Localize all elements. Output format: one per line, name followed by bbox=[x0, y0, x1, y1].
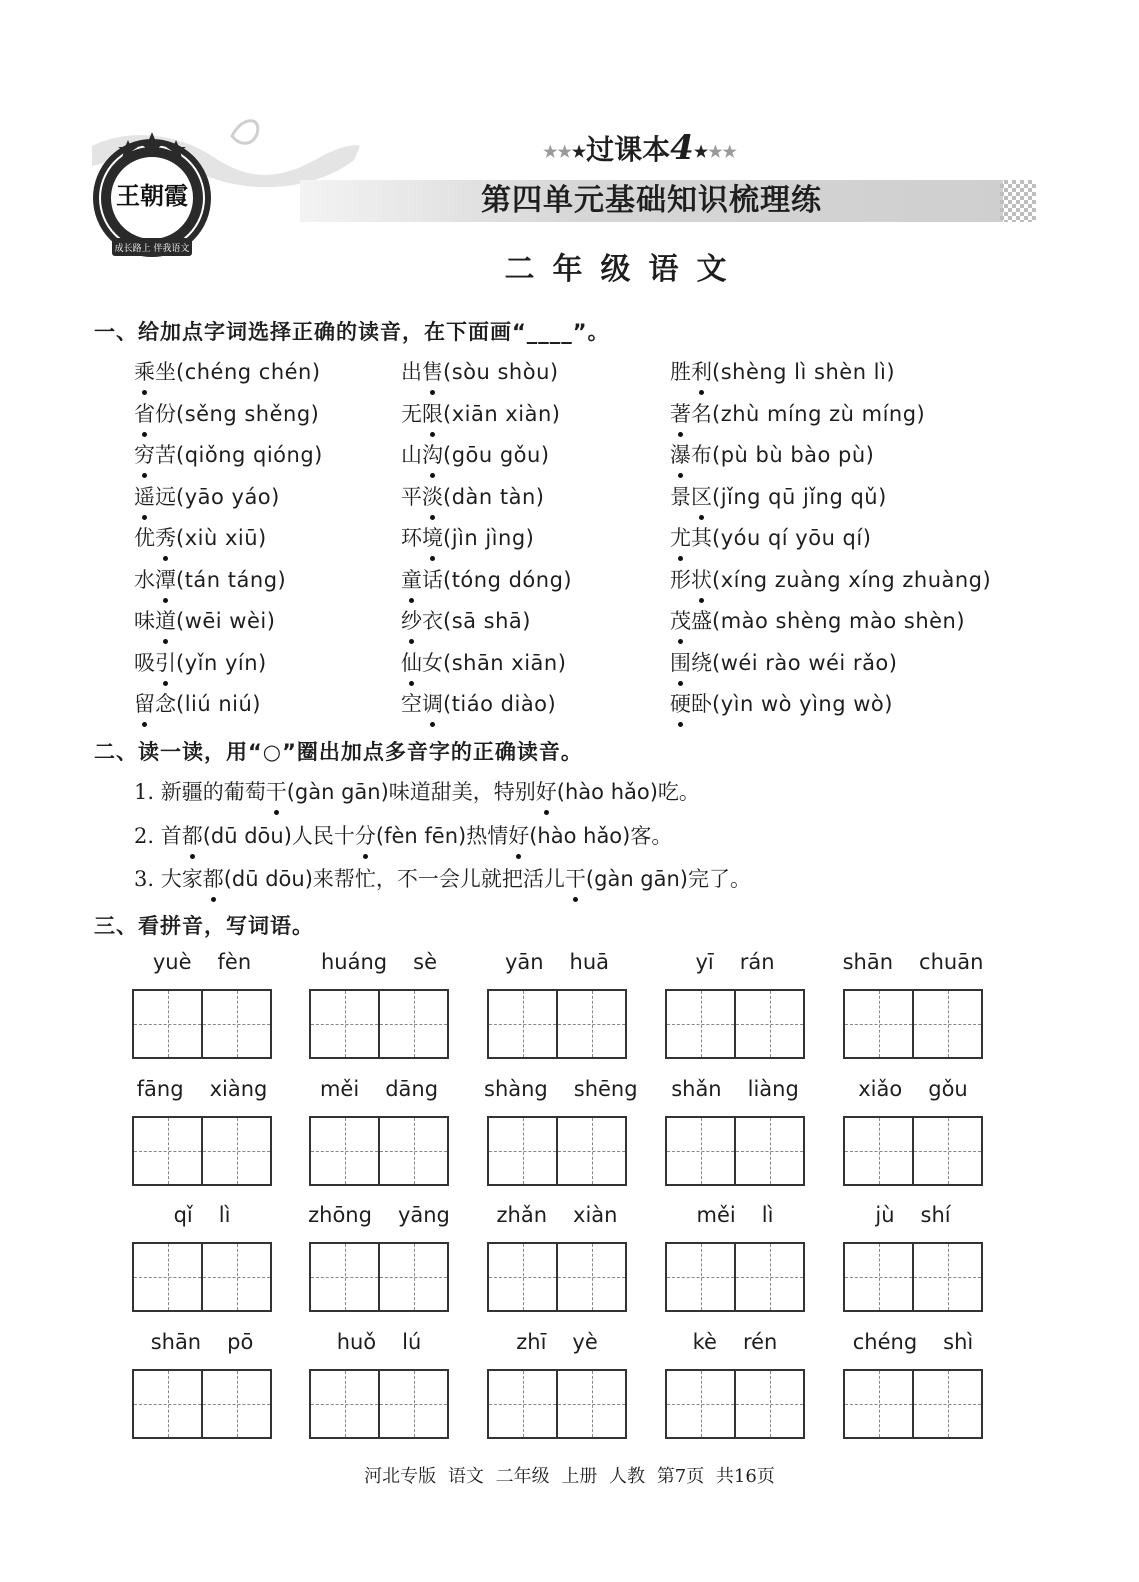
writing-grid[interactable] bbox=[843, 1369, 983, 1439]
word-item bbox=[670, 439, 874, 469]
sentence-text: 客。 bbox=[630, 823, 673, 848]
writing-cell[interactable] bbox=[912, 1371, 981, 1437]
pinyin-syllable: yī bbox=[695, 950, 714, 974]
pinyin-syllable: chéng bbox=[852, 1329, 918, 1354]
dotted-char: 道 bbox=[155, 605, 176, 635]
writing-cell[interactable] bbox=[912, 991, 981, 1057]
pinyin-options[interactable]: (dū dōu) bbox=[202, 823, 292, 848]
word-item bbox=[670, 605, 965, 635]
pinyin-syllable: shì bbox=[943, 1329, 974, 1354]
sentence-text: 3. 大家 bbox=[134, 867, 203, 891]
banner-pattern bbox=[1000, 180, 1036, 222]
pinyin-label bbox=[129, 1077, 275, 1101]
dotted-char: 干 bbox=[266, 776, 287, 806]
writing-cell[interactable] bbox=[734, 1118, 803, 1184]
pinyin-syllable: chuān bbox=[919, 950, 984, 974]
writing-grid[interactable] bbox=[132, 989, 272, 1059]
word-item bbox=[134, 564, 286, 594]
writing-grid[interactable] bbox=[487, 1242, 627, 1312]
dotted-char: 利 bbox=[691, 356, 712, 386]
sentence-text: 2. 首 bbox=[134, 823, 182, 848]
word-item bbox=[134, 439, 323, 469]
pinyin-label bbox=[484, 1330, 630, 1354]
writing-grid[interactable] bbox=[309, 1369, 449, 1439]
pinyin-label bbox=[484, 1203, 630, 1227]
dotted-char: 干 bbox=[565, 863, 586, 893]
pinyin-syllable: pō bbox=[227, 1329, 254, 1354]
course-label: ★★★过课本4★★★ bbox=[543, 128, 737, 168]
star-icon: ★ bbox=[571, 142, 587, 161]
word-char: 盛 bbox=[691, 609, 712, 633]
pinyin-options: (wéi rào wéi rǎo) bbox=[712, 650, 898, 675]
writing-grid[interactable] bbox=[132, 1242, 272, 1312]
pinyin-options[interactable]: (gàn gān) bbox=[585, 867, 688, 891]
writing-cell[interactable] bbox=[378, 1118, 447, 1184]
pinyin-syllable: shàng bbox=[484, 1076, 548, 1101]
word-char: 水 bbox=[134, 567, 155, 592]
page-footer: 河北专版 语文 二年级 上册 人教 第7页 共16页 bbox=[364, 1466, 775, 1487]
pinyin-options: (shèng lì shèn lì) bbox=[712, 360, 896, 384]
pinyin-options: (xíng zuàng xíng zhuàng) bbox=[712, 567, 992, 592]
dotted-char: 好 bbox=[508, 820, 529, 850]
pinyin-options: (sěng shěng) bbox=[176, 401, 320, 426]
dotted-char: 省 bbox=[134, 398, 155, 428]
pinyin-label bbox=[662, 1330, 808, 1354]
dotted-char: 遥 bbox=[134, 481, 155, 511]
pinyin-options: (shān xiān) bbox=[443, 650, 567, 675]
word-char: 绕 bbox=[691, 650, 712, 675]
writing-cell[interactable] bbox=[489, 1371, 556, 1437]
pinyin-label bbox=[840, 1330, 986, 1354]
pinyin-syllable: yān bbox=[504, 950, 544, 974]
pinyin-label bbox=[840, 1077, 986, 1101]
pinyin-label bbox=[484, 950, 630, 974]
pinyin-syllable: huā bbox=[569, 950, 610, 974]
pinyin-syllable: dāng bbox=[385, 1076, 439, 1101]
word-char: 女 bbox=[422, 650, 443, 675]
dotted-char: 围 bbox=[670, 647, 691, 677]
word-item bbox=[134, 522, 267, 552]
word-item bbox=[401, 356, 559, 386]
section-2-title: 二、读一读，用“○”圈出加点多音字的正确读音。 bbox=[94, 740, 583, 764]
word-char: 出 bbox=[401, 360, 422, 384]
writing-cell[interactable] bbox=[667, 991, 734, 1057]
writing-cell[interactable] bbox=[845, 1244, 912, 1310]
dotted-char: 沟 bbox=[422, 439, 443, 469]
pinyin-options: (tán táng) bbox=[176, 567, 287, 592]
dotted-char: 境 bbox=[422, 522, 443, 552]
pinyin-options[interactable]: (hào hǎo) bbox=[529, 823, 631, 848]
word-char: 份 bbox=[155, 401, 176, 426]
pinyin-syllable: shān bbox=[150, 1329, 202, 1354]
word-char: 其 bbox=[691, 526, 712, 550]
pinyin-options: (gōu gǒu) bbox=[443, 443, 550, 467]
pinyin-label bbox=[129, 1330, 275, 1354]
star-icon: ★★ bbox=[543, 142, 572, 161]
word-item bbox=[134, 605, 275, 635]
pinyin-options[interactable]: (fèn fēn) bbox=[375, 823, 467, 848]
pinyin-syllable: rén bbox=[742, 1329, 778, 1354]
writing-cell[interactable] bbox=[311, 1371, 378, 1437]
writing-cell[interactable] bbox=[489, 1244, 556, 1310]
pinyin-syllable: fāng bbox=[136, 1076, 184, 1101]
pinyin-options[interactable]: (dū dōu) bbox=[223, 867, 313, 891]
pinyin-label bbox=[129, 950, 275, 974]
writing-cell[interactable] bbox=[311, 1244, 378, 1310]
pinyin-options: (chéng chén) bbox=[176, 360, 321, 384]
pinyin-options: (yóu qí yōu qí) bbox=[712, 526, 872, 550]
dotted-char: 售 bbox=[422, 356, 443, 386]
pinyin-syllable: xiàng bbox=[209, 1076, 268, 1101]
writing-cell[interactable] bbox=[378, 1244, 447, 1310]
dotted-char: 硬 bbox=[670, 688, 691, 718]
star-icon: ★★ bbox=[708, 142, 737, 161]
pinyin-syllable: měi bbox=[696, 1203, 736, 1227]
writing-grid[interactable] bbox=[665, 1242, 805, 1312]
dotted-char: 引 bbox=[155, 647, 176, 677]
pinyin-options: (sā shā) bbox=[443, 609, 531, 633]
pinyin-label bbox=[662, 950, 808, 974]
pinyin-syllable: yè bbox=[572, 1329, 598, 1354]
dotted-char: 状 bbox=[691, 564, 712, 594]
writing-grid[interactable] bbox=[309, 1242, 449, 1312]
pinyin-syllable: yuè bbox=[152, 950, 192, 974]
writing-cell[interactable] bbox=[201, 1118, 270, 1184]
writing-cell[interactable] bbox=[134, 1244, 201, 1310]
word-char: 名 bbox=[691, 401, 712, 426]
pinyin-options: (tiáo diào) bbox=[443, 692, 557, 716]
word-item bbox=[401, 688, 556, 718]
word-char: 平 bbox=[401, 484, 422, 509]
dotted-char: 仙 bbox=[401, 647, 422, 677]
writing-cell[interactable] bbox=[311, 1118, 378, 1184]
sentence-text: 热情 bbox=[466, 823, 509, 848]
pinyin-syllable: shí bbox=[920, 1203, 951, 1227]
word-item bbox=[401, 522, 534, 552]
writing-grid[interactable] bbox=[843, 1116, 983, 1186]
word-item bbox=[670, 522, 871, 552]
word-item bbox=[134, 481, 280, 511]
writing-cell[interactable] bbox=[489, 1118, 556, 1184]
writing-cell[interactable] bbox=[201, 1371, 270, 1437]
dotted-char: 都 bbox=[203, 863, 224, 893]
dotted-char: 限 bbox=[422, 398, 443, 428]
sentence bbox=[134, 820, 672, 850]
pinyin-syllable: lì bbox=[218, 1203, 231, 1227]
pinyin-label bbox=[306, 950, 452, 974]
pinyin-syllable: shān bbox=[842, 950, 894, 974]
writing-cell[interactable] bbox=[734, 1244, 803, 1310]
word-char: 话 bbox=[422, 567, 443, 592]
writing-cell[interactable] bbox=[134, 991, 201, 1057]
dotted-char: 秀 bbox=[155, 522, 176, 552]
unit-title: 第四单元基础知识梳理练 bbox=[481, 183, 822, 218]
writing-cell[interactable] bbox=[912, 1118, 981, 1184]
pinyin-label bbox=[484, 1076, 638, 1101]
pinyin-options: (jǐng qū jǐng qǔ) bbox=[712, 484, 887, 509]
dotted-char: 纱 bbox=[401, 605, 422, 635]
word-char: 空 bbox=[401, 692, 422, 716]
writing-cell[interactable] bbox=[311, 991, 378, 1057]
word-char: 山 bbox=[401, 443, 422, 467]
pinyin-syllable: zhǎn bbox=[496, 1203, 548, 1227]
writing-grid[interactable] bbox=[665, 989, 805, 1059]
svg-text:王朝霞: 王朝霞 bbox=[116, 181, 188, 210]
pinyin-label bbox=[306, 1203, 452, 1227]
page-subtitle: 二年级语文 bbox=[504, 252, 745, 287]
writing-grid[interactable] bbox=[843, 989, 983, 1059]
pinyin-options: (xiù xiū) bbox=[176, 526, 267, 550]
pinyin-options: (jìn jìng) bbox=[443, 526, 535, 550]
word-char: 远 bbox=[155, 484, 176, 509]
writing-cell[interactable] bbox=[134, 1371, 201, 1437]
sentence bbox=[134, 863, 751, 893]
pinyin-syllable: zhōng bbox=[308, 1203, 372, 1227]
dotted-char: 分 bbox=[355, 820, 376, 850]
pinyin-options: (mào shèng mào shèn) bbox=[712, 609, 966, 633]
pinyin-syllable: lú bbox=[402, 1329, 422, 1354]
pinyin-syllable: kè bbox=[692, 1329, 717, 1354]
section-3-title: 三、看拼音，写词语。 bbox=[94, 914, 314, 938]
sentence-text: 完了。 bbox=[688, 867, 751, 891]
word-item bbox=[670, 647, 897, 677]
sentence bbox=[134, 776, 700, 806]
sentence-text: 1. 新疆的葡萄 bbox=[134, 780, 266, 804]
writing-cell[interactable] bbox=[556, 1371, 625, 1437]
word-item bbox=[670, 688, 893, 718]
writing-cell[interactable] bbox=[845, 1118, 912, 1184]
pinyin-syllable: xiǎo bbox=[858, 1076, 903, 1101]
dotted-char: 都 bbox=[182, 820, 203, 850]
writing-cell[interactable] bbox=[734, 991, 803, 1057]
word-char: 环 bbox=[401, 526, 422, 550]
pinyin-syllable: sè bbox=[413, 950, 437, 974]
pinyin-syllable: huǒ bbox=[336, 1329, 377, 1354]
dotted-char: 区 bbox=[691, 481, 712, 511]
writing-grid[interactable] bbox=[487, 1116, 627, 1186]
dotted-char: 瀑 bbox=[670, 439, 691, 469]
pinyin-syllable: yāng bbox=[397, 1203, 450, 1227]
word-char: 苦 bbox=[155, 443, 176, 467]
pinyin-options: (wēi wèi) bbox=[176, 609, 276, 633]
sentence-text: 人民十 bbox=[291, 823, 355, 848]
word-item bbox=[670, 564, 991, 594]
pinyin-label bbox=[306, 1077, 452, 1101]
dotted-char: 调 bbox=[422, 688, 443, 718]
writing-cell[interactable] bbox=[378, 1371, 447, 1437]
pinyin-options[interactable]: (hào hǎo) bbox=[556, 780, 658, 804]
writing-cell[interactable] bbox=[734, 1371, 803, 1437]
word-char: 衣 bbox=[422, 609, 443, 633]
pinyin-syllable: fèn bbox=[217, 950, 252, 974]
word-item bbox=[134, 398, 319, 428]
word-char: 布 bbox=[691, 443, 712, 467]
dotted-char: 乘 bbox=[134, 356, 155, 386]
section-1-title: 一、给加点字词选择正确的读音，在下面画“____”。 bbox=[94, 320, 610, 344]
pinyin-syllable: qǐ bbox=[173, 1203, 193, 1227]
pinyin-syllable: shēng bbox=[573, 1076, 638, 1101]
word-item bbox=[134, 356, 321, 386]
sentence-text: 吃。 bbox=[657, 780, 700, 804]
word-item bbox=[134, 688, 261, 718]
pinyin-options: (zhù míng zù míng) bbox=[712, 401, 926, 426]
writing-cell[interactable] bbox=[556, 1244, 625, 1310]
writing-cell[interactable] bbox=[912, 1244, 981, 1310]
writing-grid[interactable] bbox=[843, 1242, 983, 1312]
pinyin-options: (pù bù bào pù) bbox=[712, 443, 875, 467]
sentence-text: 味道甜美，特别 bbox=[388, 780, 536, 804]
pinyin-options: (yìn wò yìng wò) bbox=[712, 692, 893, 716]
pinyin-options: (qiǒng qióng) bbox=[176, 443, 323, 467]
writing-cell[interactable] bbox=[378, 991, 447, 1057]
pinyin-options: (liú niú) bbox=[176, 692, 261, 716]
writing-grid[interactable] bbox=[309, 1116, 449, 1186]
pinyin-label bbox=[840, 1203, 986, 1227]
writing-cell[interactable] bbox=[556, 1118, 625, 1184]
pinyin-options: (dàn tàn) bbox=[443, 484, 545, 509]
pinyin-syllable: zhī bbox=[516, 1329, 547, 1354]
word-char: 坐 bbox=[155, 360, 176, 384]
dotted-char: 淡 bbox=[422, 481, 443, 511]
writing-grid[interactable] bbox=[309, 989, 449, 1059]
word-item bbox=[401, 481, 544, 511]
word-item bbox=[401, 398, 560, 428]
word-item bbox=[401, 647, 566, 677]
dotted-char: 穷 bbox=[134, 439, 155, 469]
pinyin-options: (sòu shòu) bbox=[443, 360, 559, 384]
word-char: 吸 bbox=[134, 650, 155, 675]
pinyin-label bbox=[129, 1203, 275, 1227]
dotted-char: 留 bbox=[134, 688, 155, 718]
writing-cell[interactable] bbox=[667, 1371, 734, 1437]
writing-grid[interactable] bbox=[132, 1369, 272, 1439]
writing-cell[interactable] bbox=[667, 1244, 734, 1310]
writing-grid[interactable] bbox=[665, 1116, 805, 1186]
pinyin-syllable: lì bbox=[761, 1203, 774, 1227]
writing-cell[interactable] bbox=[556, 991, 625, 1057]
word-char: 无 bbox=[401, 401, 422, 426]
word-char: 优 bbox=[134, 526, 155, 550]
star-icon: ★ bbox=[693, 142, 709, 161]
dotted-char: 茂 bbox=[670, 605, 691, 635]
svg-text:成长路上 伴我语文: 成长路上 伴我语文 bbox=[114, 244, 190, 254]
dotted-char: 著 bbox=[670, 398, 691, 428]
pinyin-options: (tóng dóng) bbox=[443, 567, 573, 592]
pinyin-syllable: gǒu bbox=[928, 1076, 968, 1101]
pinyin-syllable: shǎn bbox=[671, 1076, 722, 1101]
writing-cell[interactable] bbox=[667, 1118, 734, 1184]
word-char: 卧 bbox=[691, 692, 712, 716]
pinyin-options[interactable]: (gàn gān) bbox=[286, 780, 389, 804]
writing-grid[interactable] bbox=[487, 989, 627, 1059]
pinyin-options: (yāo yáo) bbox=[176, 484, 280, 509]
word-item bbox=[670, 481, 887, 511]
pinyin-syllable: huáng bbox=[320, 950, 388, 974]
word-item bbox=[670, 398, 925, 428]
dotted-char: 好 bbox=[536, 776, 557, 806]
pinyin-label bbox=[840, 950, 986, 974]
writing-grid[interactable] bbox=[487, 1369, 627, 1439]
sentence-text: 来帮忙，不一会儿就把活儿 bbox=[312, 867, 565, 891]
word-char: 胜 bbox=[670, 360, 691, 384]
pinyin-options: (yǐn yín) bbox=[176, 650, 267, 675]
word-item bbox=[401, 605, 531, 635]
writing-grid[interactable] bbox=[132, 1116, 272, 1186]
writing-cell[interactable] bbox=[489, 991, 556, 1057]
pinyin-label bbox=[662, 1077, 808, 1101]
pinyin-label bbox=[306, 1330, 452, 1354]
writing-cell[interactable] bbox=[134, 1118, 201, 1184]
word-char: 味 bbox=[134, 609, 155, 633]
word-char: 形 bbox=[670, 567, 691, 592]
writing-cell[interactable] bbox=[845, 991, 912, 1057]
dotted-char: 潭 bbox=[155, 564, 176, 594]
pinyin-syllable: liàng bbox=[747, 1076, 799, 1101]
dotted-char: 尤 bbox=[670, 522, 691, 552]
pinyin-syllable: jù bbox=[875, 1203, 895, 1227]
writing-cell[interactable] bbox=[201, 991, 270, 1057]
word-item bbox=[401, 439, 550, 469]
writing-cell[interactable] bbox=[845, 1371, 912, 1437]
dotted-char: 童 bbox=[401, 564, 422, 594]
word-item bbox=[401, 564, 572, 594]
word-char: 景 bbox=[670, 484, 691, 509]
pinyin-label bbox=[662, 1203, 808, 1227]
word-item bbox=[134, 647, 267, 677]
writing-grid[interactable] bbox=[665, 1369, 805, 1439]
writing-cell[interactable] bbox=[201, 1244, 270, 1310]
pinyin-options: (xiān xiàn) bbox=[443, 401, 561, 426]
pinyin-syllable: měi bbox=[319, 1076, 360, 1101]
word-item bbox=[670, 356, 895, 386]
word-char: 念 bbox=[155, 692, 176, 716]
pinyin-syllable: rán bbox=[739, 950, 775, 974]
pinyin-syllable: xiàn bbox=[573, 1203, 618, 1227]
